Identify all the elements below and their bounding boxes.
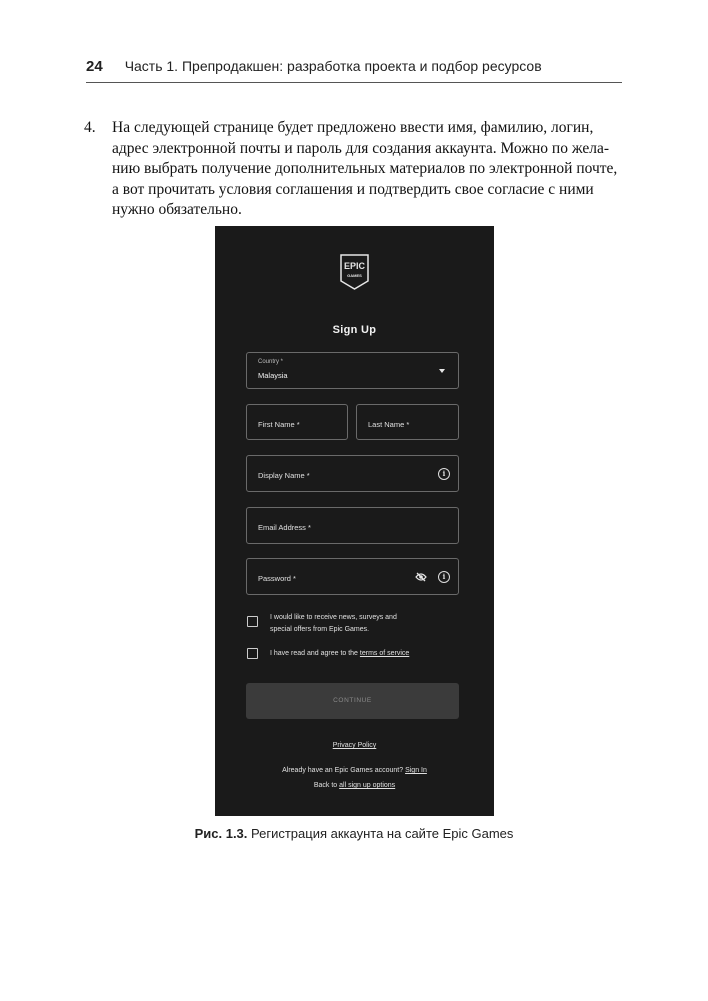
password-label: Password *	[258, 574, 296, 583]
continue-button[interactable]: CONTINUE	[246, 683, 459, 719]
page-number: 24	[86, 58, 103, 75]
signup-title: Sign Up	[332, 324, 377, 336]
country-label: Country *	[258, 359, 284, 365]
figure-caption-text: Регистрация аккаунта на сайте Epic Games	[247, 826, 514, 841]
password-input[interactable]	[246, 558, 459, 595]
paragraph-line: 4. На следующей странице будет предложено ввести имя, фамилию, логин,	[84, 118, 624, 139]
figure-label: Рис. 1.3.	[194, 826, 248, 841]
have-account-row: Already have an Epic Games account? Sign In	[282, 767, 427, 774]
chevron-down-icon	[439, 369, 445, 373]
paragraph-line: нужно обязательно.	[112, 201, 242, 218]
logo-text-top: EPIC	[343, 261, 366, 271]
back-row: Back to all sign up options	[313, 782, 396, 789]
news-checkbox-label: I would like to receive news, surveys and special offers from Epic Games.	[270, 614, 397, 633]
sign-in-link[interactable]: Sign In	[405, 767, 427, 774]
eye-hidden-icon[interactable]	[415, 572, 427, 582]
privacy-policy-link[interactable]: Privacy Policy	[332, 742, 377, 749]
paragraph-line: нию выбрать получение дополнительных материалов по электронной почте,	[112, 160, 618, 177]
info-icon[interactable]: i	[438, 468, 450, 480]
display-name-label: Display Name *	[258, 471, 310, 480]
email-input[interactable]	[246, 507, 459, 544]
running-head	[86, 58, 622, 75]
last-name-input[interactable]	[356, 404, 459, 440]
running-title: Часть 1. Препродакшен: разработка проекта и подбор ресурсов	[124, 58, 542, 74]
email-label: Email Address *	[258, 523, 311, 532]
first-name-label: First Name *	[258, 420, 300, 429]
item-number: 4.	[84, 119, 96, 136]
paragraph-line: адрес электронной почты и пароль для создания аккаунта. Можно по жела-	[112, 139, 610, 157]
epic-games-logo-icon	[339, 254, 370, 290]
paragraph-line: а вот прочитать условия соглашения и подтвердить свое согласие с ними	[112, 180, 594, 198]
last-name-label: Last Name *	[368, 420, 410, 429]
numbered-paragraph	[84, 118, 624, 221]
figure-caption	[0, 826, 708, 841]
country-value: Malaysia	[258, 371, 288, 380]
logo-text-bottom: GAMES	[347, 273, 362, 278]
terms-of-service-link[interactable]: terms of service	[359, 650, 410, 657]
terms-checkbox[interactable]	[247, 648, 258, 659]
info-icon[interactable]: i	[438, 571, 450, 583]
terms-checkbox-label: I have read and agree to the terms of service	[270, 650, 410, 657]
privacy-policy-row	[215, 742, 494, 749]
display-name-input[interactable]	[246, 455, 459, 492]
news-checkbox[interactable]	[247, 616, 258, 627]
country-select[interactable]	[246, 352, 459, 389]
header-rule	[86, 82, 622, 83]
sign-up-options-link[interactable]: all sign up options	[339, 782, 396, 789]
signup-screenshot	[215, 226, 494, 816]
first-name-input[interactable]	[246, 404, 348, 440]
